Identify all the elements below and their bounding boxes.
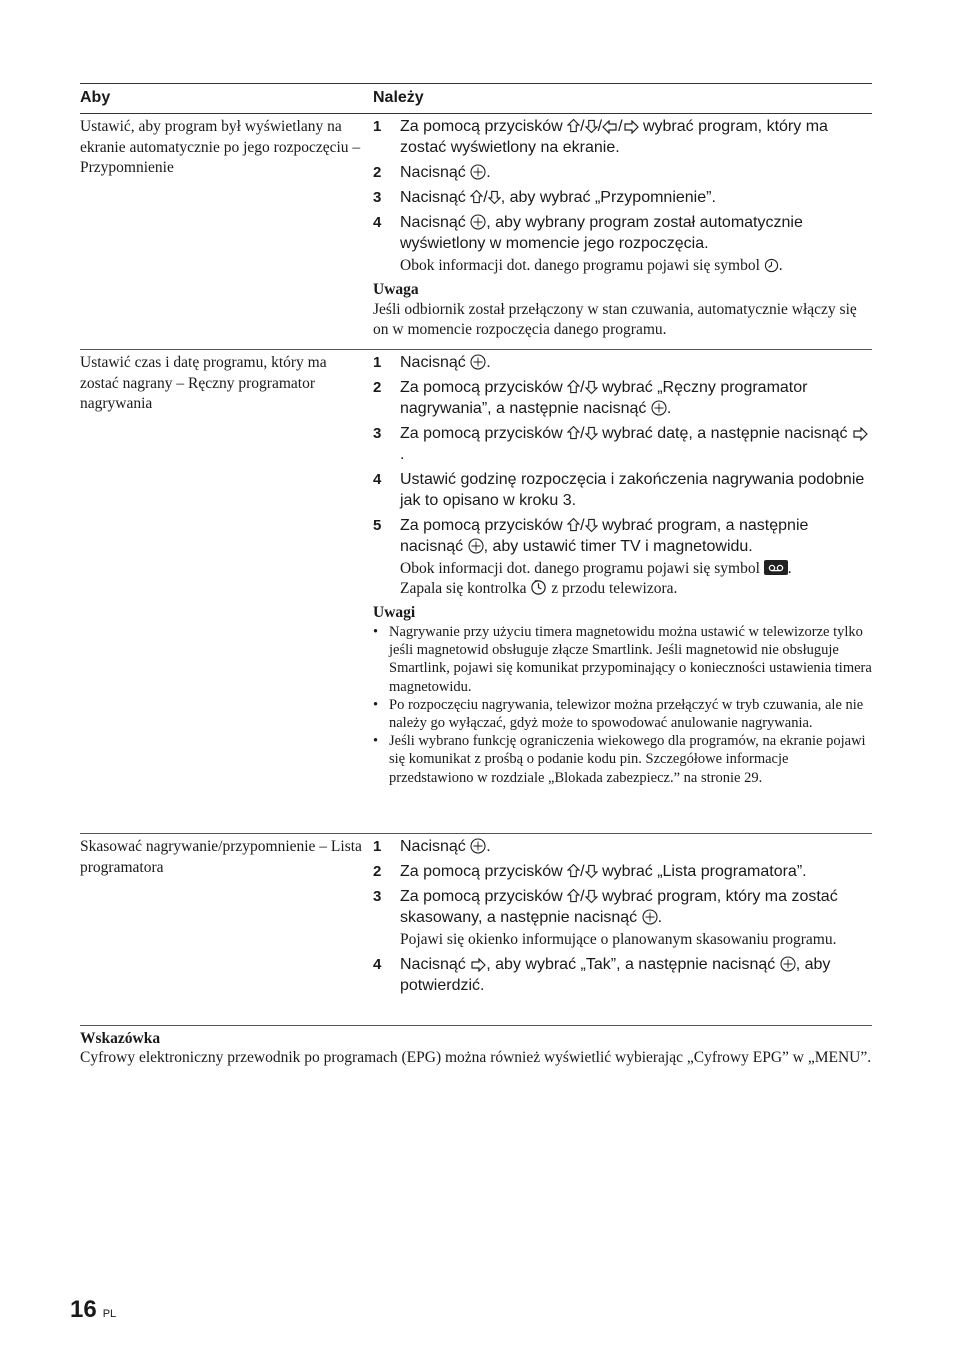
page-language: PL bbox=[102, 1308, 117, 1320]
up-arrow-icon bbox=[567, 517, 580, 533]
header-col-nalezy: Należy bbox=[373, 89, 424, 106]
step-item: 2 Za pomocą przycisków / wybrać „Lista programatora”. bbox=[373, 863, 807, 880]
step-note: Pojawi się okienko informujące o planowanym skasowaniu programu. bbox=[400, 931, 837, 948]
up-arrow-icon bbox=[470, 189, 483, 205]
ok-button-icon bbox=[470, 838, 486, 854]
step-item: 1 Za pomocą przycisków / / / wybrać program, który ma zostać wyświetlony na ekranie. bbox=[373, 118, 828, 156]
table-row bbox=[80, 834, 872, 1026]
down-arrow-icon bbox=[488, 189, 501, 205]
down-arrow-icon bbox=[585, 425, 598, 441]
ok-button-icon bbox=[470, 164, 486, 180]
list-item: • Jeśli wybrano funkcję ograniczenia wiekowego dla programów, na ekranie pojawi się komunikat z prośbą o podanie kodu pin. Szczegółowe informacje przedstawiono w rozdziale „Blokada zabezpiecz.” na stronie 29. bbox=[373, 733, 866, 786]
up-arrow-icon bbox=[567, 863, 580, 879]
instruction-table bbox=[80, 83, 872, 1026]
ok-button-icon bbox=[470, 354, 486, 370]
tip-section bbox=[80, 1029, 872, 1067]
step-item: 3 Za pomocą przycisków / wybrać datę, a następnie nacisnąć . bbox=[373, 423, 872, 465]
page-footer bbox=[70, 1296, 116, 1324]
steps-cell bbox=[373, 834, 872, 1025]
list-item: • Po rozpoczęciu nagrywania, telewizor można przełączyć w tryb czuwania, ale nie należy go wyłączać, gdyż może to spowodować anulowanie nagrywania. bbox=[373, 696, 864, 732]
table-row bbox=[80, 114, 872, 350]
ok-button-icon bbox=[780, 956, 796, 972]
steps-cell bbox=[373, 114, 872, 349]
ok-button-icon bbox=[651, 400, 667, 416]
step-note: Obok informacji dot. danego programu pojawi się symbol . bbox=[400, 257, 783, 274]
table-header bbox=[80, 84, 872, 114]
tip-heading: Wskazówka bbox=[80, 1030, 161, 1047]
header-col-aby: Aby bbox=[80, 89, 111, 106]
vcr-timer-icon bbox=[764, 560, 788, 575]
step-item: 4 Nacisnąć , aby wybrany program został automatycznie wyświetlony w momencie jego rozpoczęcia. bbox=[373, 214, 803, 252]
ok-button-icon bbox=[468, 538, 484, 554]
notes-list bbox=[373, 623, 872, 787]
note-heading: Uwaga bbox=[373, 281, 419, 298]
down-arrow-icon bbox=[585, 118, 598, 134]
ok-button-icon bbox=[642, 909, 658, 925]
task-cell: Ustawić, aby program był wyświetlany na ekranie automatycznie po jego rozpoczęciu – Przypomnienie bbox=[80, 118, 361, 176]
list-item: • Nagrywanie przy użyciu timera magnetowidu można ustawić w telewizorze tylko jeśli magnetowid obsługuje złącze Smartlink. Jeśli magnetowid nie obsługuje Smartlink, pojawi się komunikat przypominający o konieczności ustawienia timera magnetowidu. bbox=[373, 624, 872, 695]
left-arrow-icon bbox=[602, 120, 618, 134]
step-item: 2 Nacisnąć . bbox=[373, 164, 491, 181]
step-item: 1 Nacisnąć . bbox=[373, 838, 491, 855]
task-cell: Skasować nagrywanie/przypomnienie – Lista programatora bbox=[80, 838, 362, 876]
step-item: 4 Ustawić godzinę rozpoczęcia i zakończenia nagrywania podobnie jak to opisano w kroku 3. bbox=[373, 471, 865, 509]
steps-cell bbox=[373, 350, 872, 833]
note-heading: Uwagi bbox=[373, 604, 416, 621]
tip-text: Cyfrowy elektroniczny przewodnik po programach (EPG) można również wyświetlić wybierając „Cyfrowy EPG” w „MENU”. bbox=[80, 1049, 872, 1066]
up-arrow-icon bbox=[567, 425, 580, 441]
step-item: 5 Za pomocą przycisków / wybrać program, a następnie nacisnąć , aby ustawić timer TV i magnetowidu. bbox=[373, 517, 809, 555]
ok-button-icon bbox=[470, 214, 486, 230]
table-row bbox=[80, 350, 872, 834]
step-item: 1 Nacisnąć . bbox=[373, 354, 491, 371]
down-arrow-icon bbox=[585, 517, 598, 533]
step-item: 3 Za pomocą przycisków / wybrać program, który ma zostać skasowany, a następnie nacisnąć . bbox=[373, 888, 838, 926]
up-arrow-icon bbox=[567, 888, 580, 904]
timer-indicator-icon bbox=[530, 579, 547, 596]
up-arrow-icon bbox=[567, 379, 580, 395]
task-cell: Ustawić czas i datę programu, który ma zostać nagrany – Ręczny programator nagrywania bbox=[80, 354, 327, 412]
step-note: Obok informacji dot. danego programu pojawi się symbol . Zapala się kontrolka z przodu telewizora. bbox=[400, 560, 792, 597]
down-arrow-icon bbox=[585, 863, 598, 879]
up-arrow-icon bbox=[567, 118, 580, 134]
step-item: 4 Nacisnąć , aby wybrać „Tak”, a następnie nacisnąć , aby potwierdzić. bbox=[373, 956, 831, 994]
step-item: 3 Nacisnąć / , aby wybrać „Przypomnienie”. bbox=[373, 189, 716, 206]
down-arrow-icon bbox=[585, 888, 598, 904]
note-text: Jeśli odbiornik został przełączony w stan czuwania, automatycznie włączy się on w momencie rozpoczęcia danego programu. bbox=[373, 301, 857, 338]
down-arrow-icon bbox=[585, 379, 598, 395]
page-number: 16 bbox=[70, 1296, 97, 1323]
right-arrow-icon bbox=[623, 120, 639, 134]
step-item: 2 Za pomocą przycisków / wybrać „Ręczny programator nagrywania”, a następnie nacisnąć . bbox=[373, 379, 808, 417]
right-arrow-icon bbox=[470, 958, 486, 972]
right-arrow-icon bbox=[852, 427, 868, 441]
clock-icon bbox=[764, 258, 779, 273]
